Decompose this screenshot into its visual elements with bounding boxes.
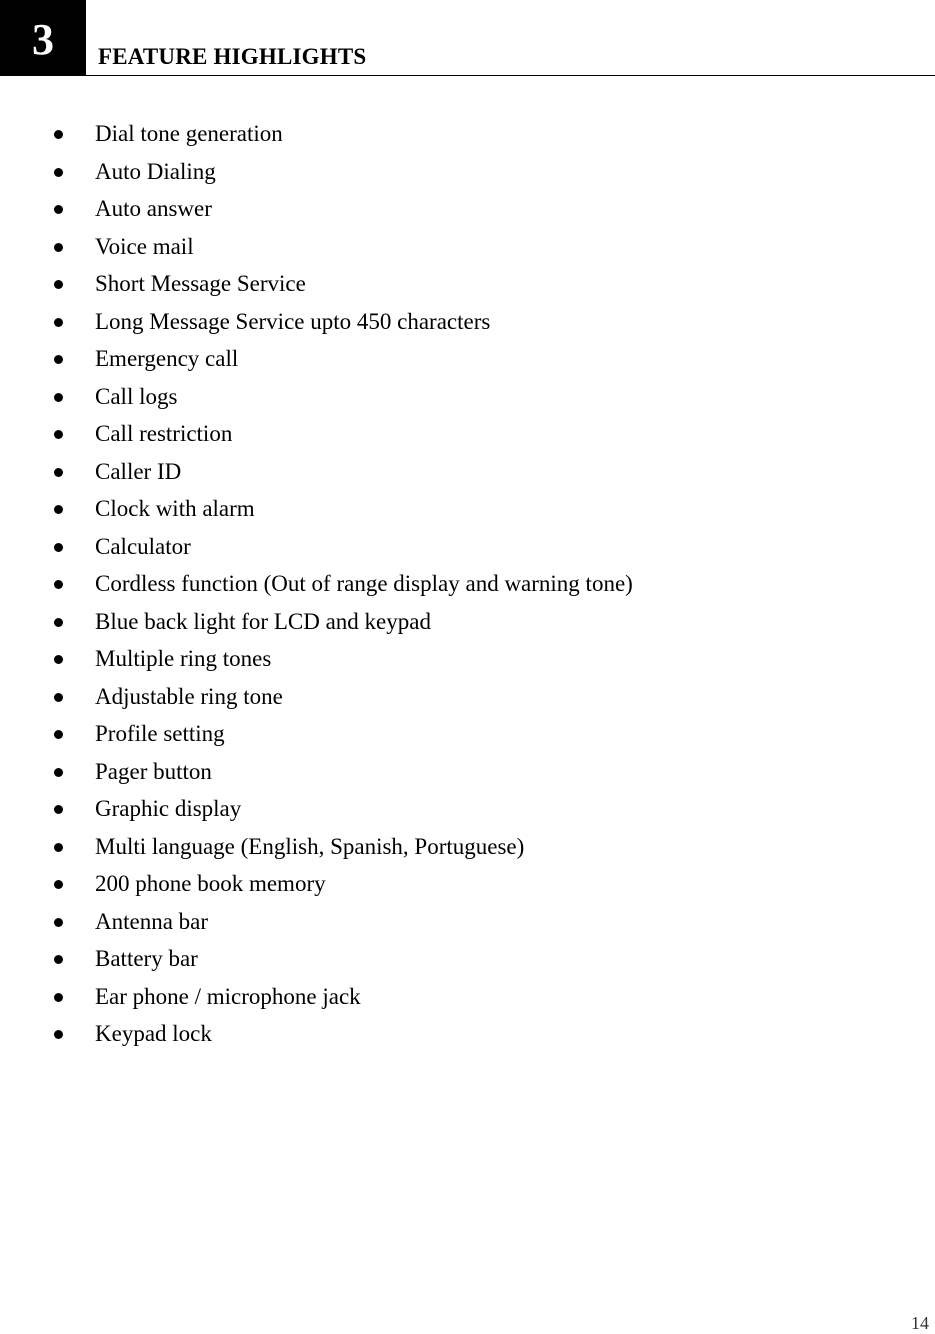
feature-label: Battery bar [95,946,198,971]
list-item [0,415,633,453]
bullet-icon [54,880,63,889]
feature-label: 200 phone book memory [95,871,326,896]
feature-label: Graphic display [95,796,242,821]
feature-label: Keypad lock [95,1021,212,1046]
list-item [0,940,633,978]
bullet-icon [54,918,63,927]
bullet-icon [54,393,63,402]
feature-label: Cordless function (Out of range display and warning tone) [95,571,633,596]
list-item [0,790,633,828]
feature-label: Voice mail [95,233,194,259]
list-item [0,603,633,641]
page-title: FEATURE HIGHLIGHTS [98,44,367,69]
feature-label: Auto answer [95,196,212,221]
bullet-icon [54,655,63,664]
feature-label: Call restriction [95,421,233,446]
bullet-icon [54,130,63,139]
bullet-icon [54,543,63,552]
feature-label: Dial tone generation [95,121,283,146]
list-item [0,265,633,303]
list-item [0,640,633,678]
chapter-number-badge: 3 [0,0,86,76]
feature-label: Short Message Service [95,271,306,296]
bullet-icon [54,843,63,852]
feature-label: Multi language (English, Spanish, Portuguese) [95,833,525,859]
feature-label: Profile setting [95,721,225,746]
feature-label: Adjustable ring tone [95,683,283,709]
list-item [0,490,633,528]
bullet-icon [54,768,63,777]
page-number: 14 [911,1313,929,1333]
bullet-icon [54,505,63,514]
bullet-icon [54,618,63,627]
bullet-icon [54,580,63,589]
list-item [0,565,633,603]
feature-label: Call logs [95,383,178,409]
list-item [0,340,633,378]
bullet-icon [54,318,63,327]
bullet-icon [54,205,63,214]
list-item [0,865,633,903]
feature-label: Multiple ring tones [95,646,272,671]
bullet-icon [54,430,63,439]
list-item [0,228,633,266]
list-item [0,190,633,228]
bullet-icon [54,693,63,702]
list-item [0,753,633,791]
feature-list [0,115,633,1053]
feature-label: Calculator [95,533,191,559]
feature-label: Ear phone / microphone jack [95,983,361,1009]
list-item [0,1015,633,1053]
header-divider [86,75,935,76]
bullet-icon [54,805,63,814]
feature-label: Pager button [95,758,212,784]
list-item [0,378,633,416]
bullet-icon [54,355,63,364]
list-item [0,715,633,753]
list-item [0,828,633,866]
feature-label: Long Message Service upto 450 characters [95,308,491,334]
list-item [0,903,633,941]
bullet-icon [54,955,63,964]
feature-label: Clock with alarm [95,496,255,521]
list-item [0,303,633,341]
feature-label: Auto Dialing [95,158,216,184]
list-item [0,453,633,491]
list-item [0,978,633,1016]
list-item [0,153,633,191]
bullet-icon [54,1030,63,1039]
feature-label: Blue back light for LCD and keypad [95,608,431,634]
list-item [0,115,633,153]
feature-label: Caller ID [95,458,182,484]
bullet-icon [54,993,63,1002]
bullet-icon [54,468,63,477]
bullet-icon [54,243,63,252]
bullet-icon [54,168,63,177]
list-item [0,678,633,716]
feature-label: Antenna bar [95,908,209,934]
list-item [0,528,633,566]
feature-label: Emergency call [95,346,239,371]
bullet-icon [54,280,63,289]
bullet-icon [54,730,63,739]
